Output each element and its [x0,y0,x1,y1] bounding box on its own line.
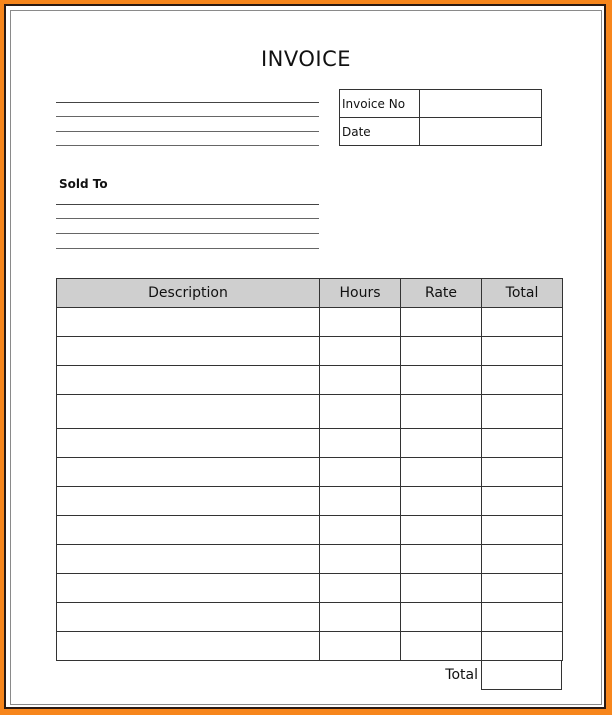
table-row [57,458,563,487]
invoice-no-row [340,90,542,118]
table-row [57,395,563,429]
description-cell[interactable] [57,487,320,516]
rate-cell[interactable] [401,308,482,337]
total-cell[interactable] [482,395,563,429]
rate-cell[interactable] [401,458,482,487]
description-cell[interactable] [57,603,320,632]
column-header-rate: Rate [401,279,482,308]
total-cell[interactable] [482,574,563,603]
column-header-total: Total [482,279,563,308]
description-cell[interactable] [57,429,320,458]
date-row [340,118,542,146]
total-cell[interactable] [482,308,563,337]
description-cell[interactable] [57,337,320,366]
hours-cell[interactable] [320,458,401,487]
sold-to-line[interactable] [56,248,319,249]
description-cell[interactable] [57,458,320,487]
total-cell[interactable] [482,516,563,545]
address-line[interactable] [56,102,319,103]
invoice-no-field[interactable] [420,90,542,118]
table-header-row [57,279,563,308]
description-cell[interactable] [57,516,320,545]
hours-cell[interactable] [320,308,401,337]
description-cell[interactable] [57,366,320,395]
table-row [57,308,563,337]
address-line[interactable] [56,131,319,132]
total-cell[interactable] [482,458,563,487]
hours-cell[interactable] [320,395,401,429]
rate-cell[interactable] [401,603,482,632]
total-cell[interactable] [482,603,563,632]
rate-cell[interactable] [401,545,482,574]
hours-cell[interactable] [320,574,401,603]
rate-cell[interactable] [401,487,482,516]
sold-to-line[interactable] [56,218,319,219]
hours-cell[interactable] [320,366,401,395]
rate-cell[interactable] [401,429,482,458]
total-cell[interactable] [482,429,563,458]
hours-cell[interactable] [320,516,401,545]
total-cell[interactable] [482,545,563,574]
date-field[interactable] [420,118,542,146]
rate-cell[interactable] [401,366,482,395]
hours-cell[interactable] [320,429,401,458]
hours-cell[interactable] [320,545,401,574]
address-line[interactable] [56,116,319,117]
table-row [57,603,563,632]
line-items-table [56,278,563,661]
date-label: Date [340,118,420,146]
description-cell[interactable] [57,545,320,574]
column-header-description: Description [57,279,320,308]
table-row [57,429,563,458]
rate-cell[interactable] [401,395,482,429]
hours-cell[interactable] [320,337,401,366]
table-row [57,516,563,545]
description-cell[interactable] [57,574,320,603]
table-row [57,632,563,661]
sold-to-line[interactable] [56,204,319,205]
rate-cell[interactable] [401,337,482,366]
invoice-title: INVOICE [260,47,352,71]
total-cell[interactable] [482,366,563,395]
hours-cell[interactable] [320,603,401,632]
total-cell[interactable] [482,632,563,661]
grand-total-field[interactable] [481,660,562,690]
invoice-meta-table [339,89,542,146]
hours-cell[interactable] [320,632,401,661]
table-row [57,337,563,366]
grand-total-label: Total [445,667,478,683]
rate-cell[interactable] [401,516,482,545]
total-cell[interactable] [482,487,563,516]
table-row [57,545,563,574]
total-cell[interactable] [482,337,563,366]
address-line[interactable] [56,145,319,146]
invoice-no-label: Invoice No [340,90,420,118]
table-row [57,574,563,603]
hours-cell[interactable] [320,487,401,516]
column-header-hours: Hours [320,279,401,308]
rate-cell[interactable] [401,632,482,661]
description-cell[interactable] [57,308,320,337]
sold-to-line[interactable] [56,233,319,234]
table-row [57,487,563,516]
sold-to-label: Sold To [59,177,108,191]
description-cell[interactable] [57,395,320,429]
rate-cell[interactable] [401,574,482,603]
table-row [57,366,563,395]
description-cell[interactable] [57,632,320,661]
